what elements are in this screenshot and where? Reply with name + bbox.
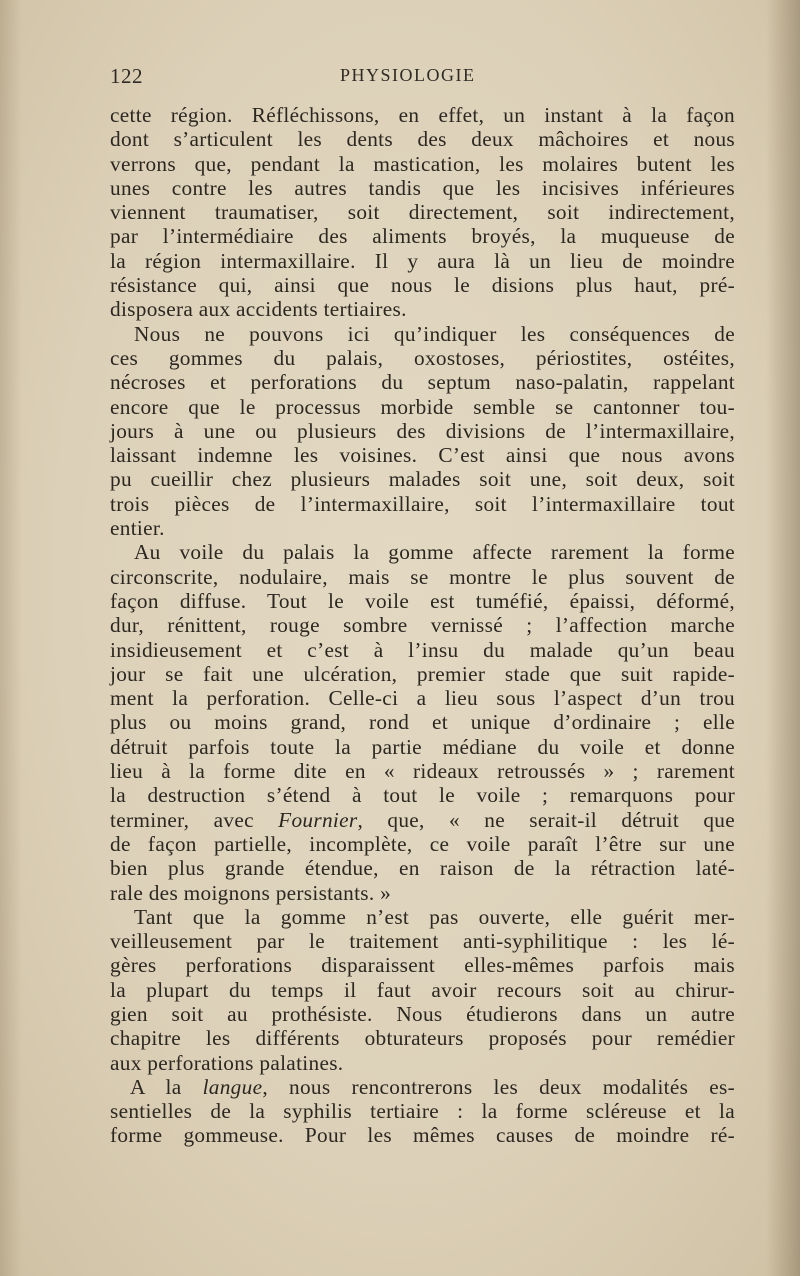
text-line: ces gommes du palais, oxostoses, périostites, ostéites, xyxy=(110,345,735,370)
running-title: PHYSIOLOGIE xyxy=(340,65,476,85)
text-line: la région intermaxillaire. Il y aura là un lieu de moindre xyxy=(110,248,735,273)
text-line: cette région. Réfléchissons, en effet, un instant à la façon xyxy=(110,103,735,127)
text-line: par l’intermédiaire des aliments broyés, la muqueuse de xyxy=(110,224,735,249)
emphasized-term: langue xyxy=(202,1074,263,1099)
text-line: lieu à la forme dite en « rideaux retroussés » ; rarement xyxy=(110,759,735,784)
text-line xyxy=(110,1075,735,1099)
body-text xyxy=(110,103,735,1148)
text-line: disposera aux accidents tertiaires. xyxy=(110,297,407,322)
text-line: la destruction s’étend à tout le voile ; remarquons pour xyxy=(110,783,735,808)
text-line: viennent traumatiser, soit directement, soit indirectement, xyxy=(110,200,735,225)
author-name: Fournier xyxy=(278,807,358,832)
page-shadow-left xyxy=(0,0,22,1276)
text-line: dont s’articulent les dents des deux mâchoires et nous xyxy=(110,127,735,152)
text-line: aux perforations palatines. xyxy=(110,1050,344,1075)
text-segment: terminer, avec xyxy=(110,807,279,832)
text-line: rale des moignons persistants. » xyxy=(110,880,392,905)
text-line: détruit parfois toute la partie médiane du voile et donne xyxy=(110,734,735,759)
text-segment: A la xyxy=(130,1074,203,1099)
text-line: plus ou moins grand, rond et unique d’ordinaire ; elle xyxy=(110,710,735,735)
text-line: la plupart du temps il faut avoir recours soit au chirur- xyxy=(110,977,735,1002)
text-line: gères perforations disparaissent elles-mêmes parfois mais xyxy=(110,953,735,978)
text-line: Nous ne pouvons ici qu’indiquer les conséquences de xyxy=(134,321,735,346)
running-header xyxy=(110,64,735,94)
text-line: trois pièces de l’intermaxillaire, soit l’intermaxillaire tout xyxy=(110,491,735,516)
text-line: insidieusement et c’est à l’insu du malade qu’un beau xyxy=(110,637,735,662)
page-number: 122 xyxy=(110,64,143,88)
text-line: circonscrite, nodulaire, mais se montre le plus souvent de xyxy=(110,564,735,589)
text-line: verrons que, pendant la mastication, les molaires butent les xyxy=(110,151,735,176)
text-line: sentielles de la syphilis tertiaire : la forme scléreuse et la xyxy=(110,1099,735,1124)
text-line: gien soit au prothésiste. Nous étudierons dans un autre xyxy=(110,1001,735,1026)
text-line: jours à une ou plusieurs des divisions de l’intermaxillaire, xyxy=(110,418,735,443)
text-line: Tant que la gomme n’est pas ouverte, elle guérit mer- xyxy=(134,904,735,929)
text-line: unes contre les autres tandis que les incisives inférieures xyxy=(110,175,735,200)
text-line: façon diffuse. Tout le voile est tuméfié, épaissi, déformé, xyxy=(110,588,735,613)
text-segment: , nous rencontrerons les deux modalités es- xyxy=(262,1074,735,1099)
text-line: forme gommeuse. Pour les mêmes causes de moindre ré- xyxy=(110,1123,735,1148)
text-line: de façon partielle, incomplète, ce voile paraît l’être sur une xyxy=(110,831,735,856)
text-line: Au voile du palais la gomme affecte rarement la forme xyxy=(134,540,735,565)
text-line: veilleusement par le traitement anti-syphilitique : les lé- xyxy=(110,929,735,954)
text-line: bien plus grande étendue, en raison de la rétraction laté- xyxy=(110,856,735,881)
text-line: laissant indemne les voisines. C’est ainsi que nous avons xyxy=(110,443,735,468)
text-line: résistance qui, ainsi que nous le disions plus haut, pré- xyxy=(110,273,735,298)
text-line: encore que le processus morbide semble se cantonner tou- xyxy=(110,394,735,419)
text-line: entier. xyxy=(110,516,165,541)
text-line: jour se fait une ulcération, premier stade que suit rapide- xyxy=(110,661,735,686)
text-line: chapitre les différents obturateurs proposés pour remédier xyxy=(110,1026,735,1051)
page-shadow-right xyxy=(766,0,800,1276)
text-line: ment la perforation. Celle-ci a lieu sous l’aspect d’un trou xyxy=(110,686,735,711)
text-line: nécroses et perforations du septum naso-palatin, rappelant xyxy=(110,370,735,395)
text-line: pu cueillir chez plusieurs malades soit une, soit deux, soit xyxy=(110,467,735,492)
text-line: dur, rénittent, rouge sombre vernissé ; l’affection marche xyxy=(110,613,735,638)
text-segment: , que, « ne serait-il détruit que xyxy=(357,807,735,832)
text-line xyxy=(110,808,735,832)
